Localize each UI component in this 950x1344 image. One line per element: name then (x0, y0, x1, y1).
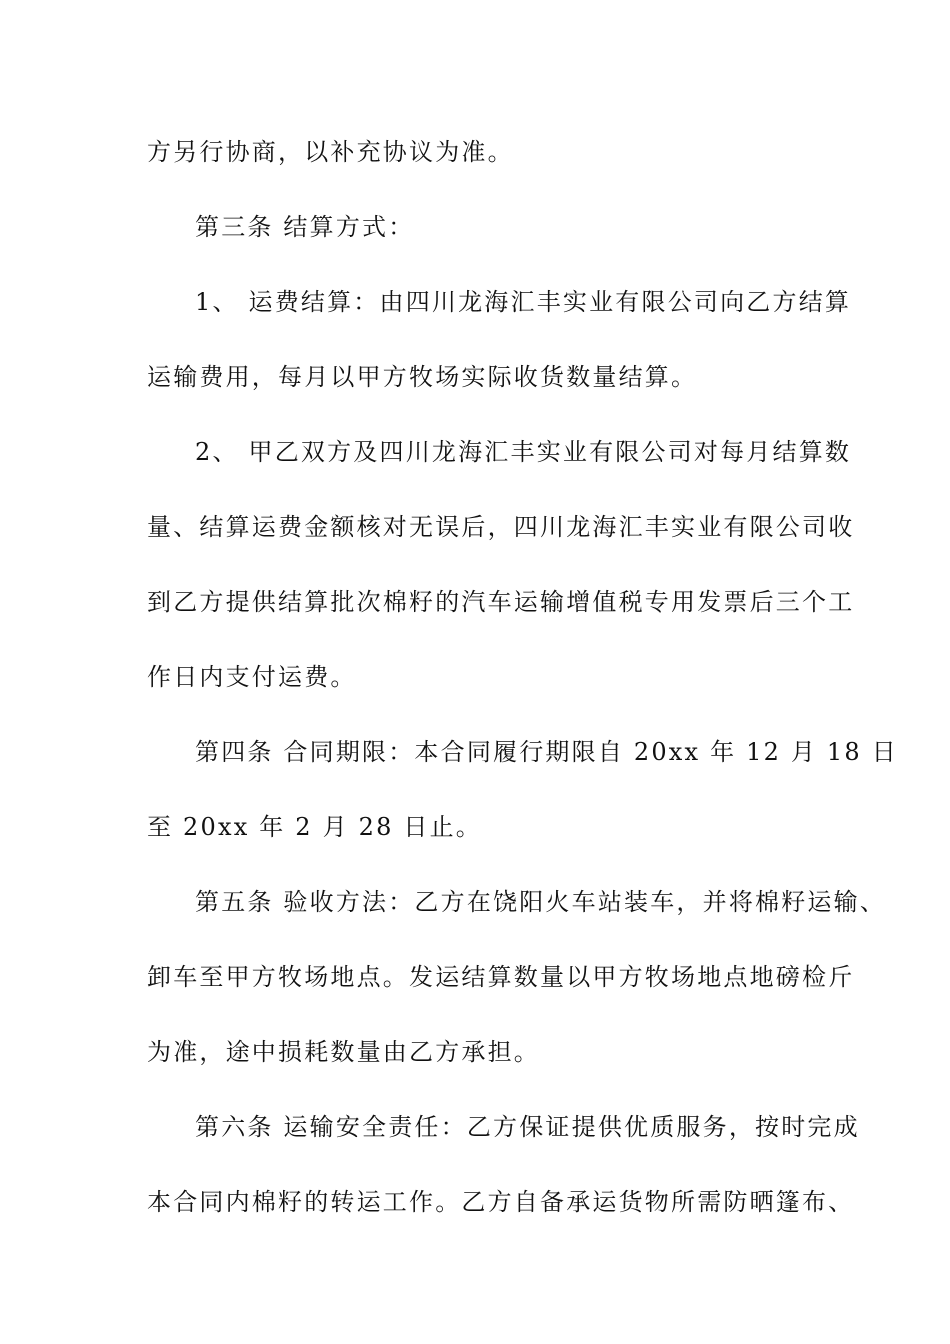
paragraph-line: 2、 甲乙双方及四川龙海汇丰实业有限公司对每月结算数 (195, 438, 852, 466)
paragraph-line: 作日内支付运费。 (147, 663, 357, 691)
paragraph-line: 到乙方提供结算批次棉籽的汽车运输增值税专用发票后三个工 (147, 588, 855, 616)
paragraph-line: 运输费用，每月以甲方牧场实际收货数量结算。 (147, 363, 698, 391)
paragraph-line: 卸车至甲方牧场地点。发运结算数量以甲方牧场地点地磅检斤 (147, 963, 855, 991)
paragraph-line: 至 20xx 年 2 月 28 日止。 (147, 813, 482, 841)
article-4-line: 第四条 合同期限：本合同履行期限自 20xx 年 12 月 18 日 (195, 738, 898, 766)
article-6-line: 第六条 运输安全责任：乙方保证提供优质服务，按时完成 (195, 1113, 860, 1141)
article-3-heading: 第三条 结算方式： (195, 213, 415, 241)
paragraph-line: 1、 运费结算：由四川龙海汇丰实业有限公司向乙方结算 (195, 288, 852, 316)
paragraph-line: 为准，途中损耗数量由乙方承担。 (147, 1038, 540, 1066)
article-5-line: 第五条 验收方法：乙方在饶阳火车站装车，并将棉籽运输、 (195, 888, 887, 916)
paragraph-line: 本合同内棉籽的转运工作。乙方自备承运货物所需防晒篷布、 (147, 1188, 855, 1216)
paragraph-line: 量、结算运费金额核对无误后，四川龙海汇丰实业有限公司收 (147, 513, 855, 541)
paragraph-line: 方另行协商，以补充协议为准。 (147, 138, 514, 166)
